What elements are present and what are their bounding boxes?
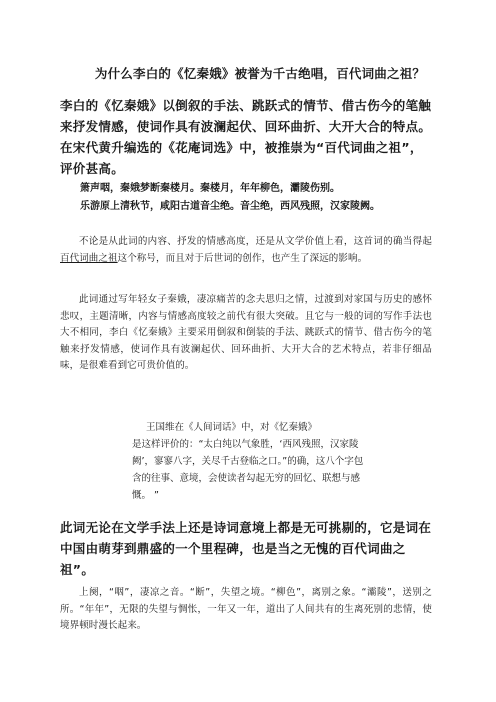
lead-paragraph-1: 李白的《忆秦娥》以倒叙的手法、跳跃式的情节、借古伤今的笔触来抒发情感，使词作具有波澜起伏、回环曲折、大开大合的特点。在宋代黄升编选的《花庵词选》中，被推崇为“百代词曲之祖”，评价甚高。 — [60, 98, 432, 176]
page-title: 为什么李白的《忆秦娥》被誉为千古绝唱，百代词曲之祖？ — [94, 66, 426, 81]
quote-first-line: 王国维在《人间词话》中，对《忆秦娥》 — [146, 422, 318, 433]
para1-text-a: 不论是从此词的内容、抒发的情感高度，还是从文学价值上看，这首词的确当得起 — [79, 236, 432, 247]
para1-underlined-phrase: 百代词曲之祖 — [60, 252, 118, 264]
poem-stanza-1: 箫声咽，秦娥梦断秦楼月。秦楼月，年年柳色，灞陵伤别。 — [80, 183, 340, 194]
quote-body: 是这样评价的：“太白纯以气象胜，‘西风残照，汉家陵阙’，寥寥八字，关尽千古登临之口。”的确，这八个字包含的往事、意境，会使读者勾起无穷的回忆、联想与感慨。 ” — [132, 439, 364, 501]
para1-text-b: 这个称号，而且对于后世词的创作，也产生了深远的影响。 — [117, 252, 368, 264]
poem-stanza-2: 乐游原上清秋节，咸阳古道音尘绝。音尘绝，西风残照，汉家陵阙。 — [80, 201, 380, 212]
lead-paragraph-2: 此词无论在文学手法上还是诗词意境上都是无可挑剔的，它是词在中国由萌芽到鼎盛的一个里程碑，也是当之无愧的百代词曲之祖”。 — [60, 520, 432, 577]
body-paragraph-1 — [60, 234, 432, 267]
body-paragraph-2: 此词通过写年轻女子秦娥，凄凉痛苦的念夫思归之情，过渡到对家国与历史的感怀悲叹，主题清晰，内容与情感高度较之前代有很大突破。且它与一般的词的写作手法也大不相同，李白《忆秦娥》主要采用倒叙和倒装的手法、跳跃式的情节、借古伤今的笔触来抒发情感，使词作具有波澜起伏、回环曲折、大开大合的艺术特点，若非仔细品味，是很难看到它可贵价值的。 — [60, 294, 432, 371]
quote-block — [132, 419, 372, 504]
body-paragraph-3: 上阕，“咽”，凄凉之音。“断”，失望之境。“柳色”，离别之象。“灞陵”，送别之所。“年年”，无限的失望与惆怅，一年又一年，道出了人间共有的生离死别的悲情，使境界顿时漫长起来。 — [60, 587, 432, 631]
